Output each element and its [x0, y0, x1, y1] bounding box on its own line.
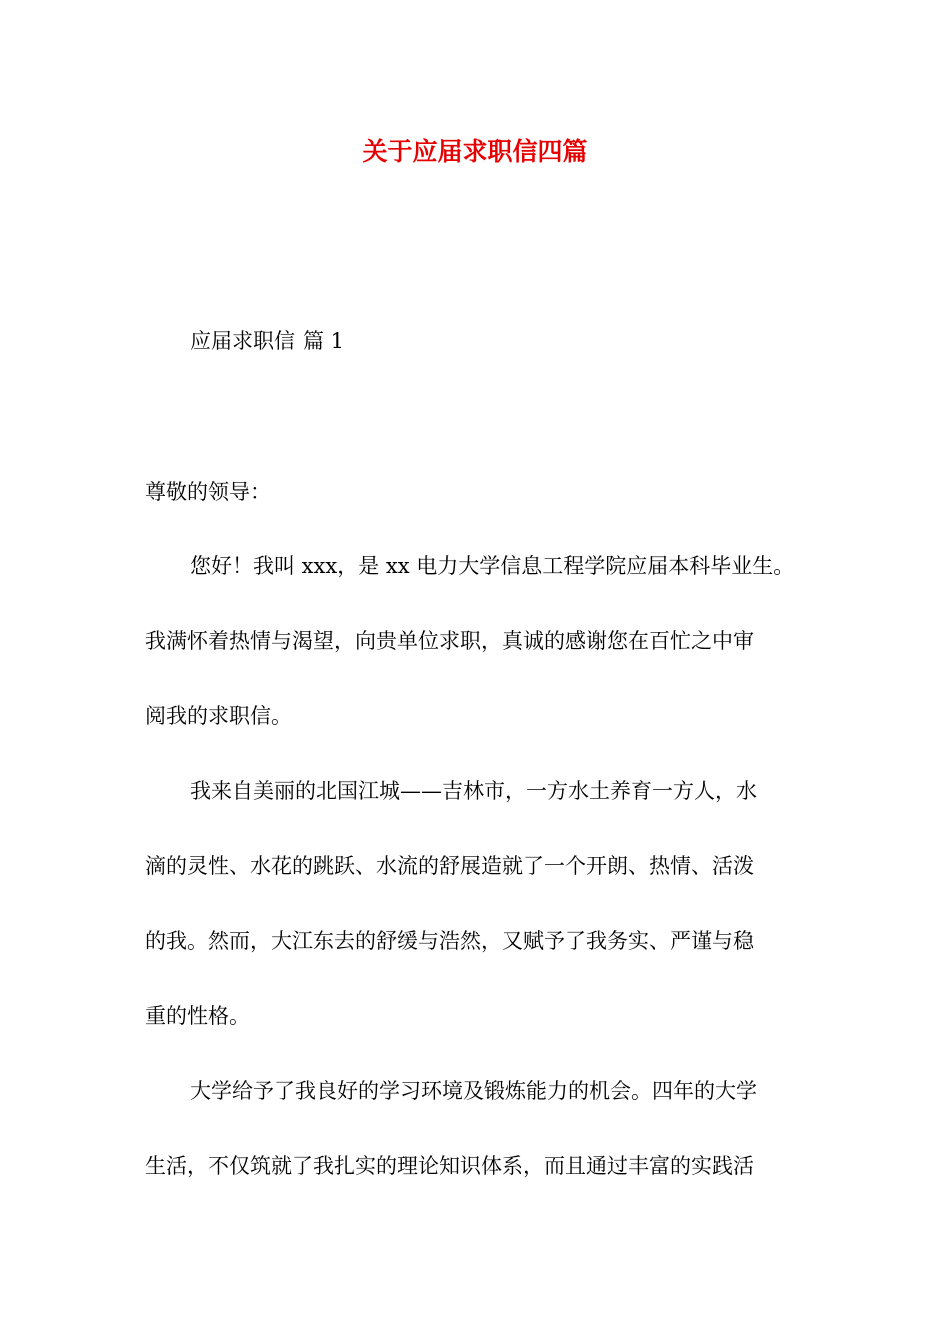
paragraph-line: 我满怀着热情与渴望，向贵单位求职，真诚的感谢您在百忙之中审: [145, 629, 754, 653]
paragraph-line: 大学给予了我良好的学习环境及锻炼能力的机会。四年的大学: [190, 1079, 757, 1103]
salutation: 尊敬的领导：: [145, 480, 271, 504]
section-heading: [190, 323, 344, 359]
section-heading-label: 应届求职信: [190, 329, 295, 353]
paragraph-line: 我来自美丽的北国江城——吉林市，一方水土养育一方人，水: [190, 779, 757, 803]
paragraph: [145, 1054, 813, 1204]
paragraph: [145, 529, 813, 754]
paragraph-line: 阅我的求职信。: [145, 704, 292, 728]
letter-body: [145, 474, 813, 1204]
paragraph-line: 重的性格。: [145, 1004, 250, 1028]
paragraph-line: 滴的灵性、水花的跳跃、水流的舒展造就了一个开朗、热情、活泼: [145, 854, 754, 878]
paragraph-line: 的我。然而，大江东去的舒缓与浩然，又赋予了我务实、严谨与稳: [145, 929, 754, 953]
paragraph-line: 生活，不仅筑就了我扎实的理论知识体系，而且通过丰富的实践活: [145, 1154, 754, 1178]
paragraph-line: 您好！我叫 xxx，是 xx 电力大学信息工程学院应届本科毕业生。: [190, 554, 795, 578]
document-title: 关于应届求职信四篇: [362, 137, 588, 166]
paragraph: [145, 754, 813, 1054]
section-number: 篇 1: [303, 329, 345, 353]
